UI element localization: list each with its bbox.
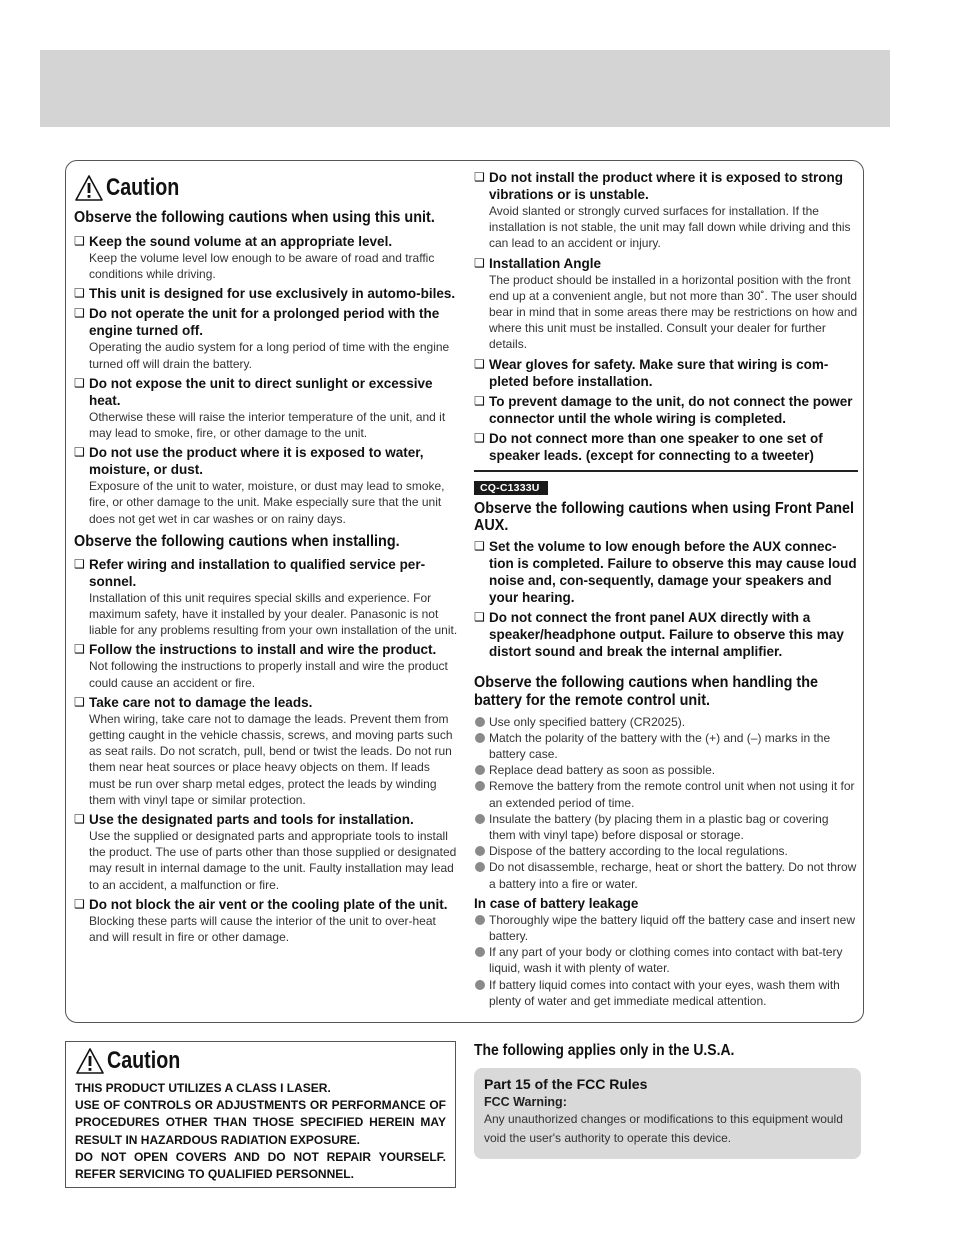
checkbox-bullet-icon: ❑ <box>474 538 485 553</box>
caution-item-heading <box>74 375 458 409</box>
bullet-item <box>474 778 858 810</box>
caution-item-heading-text: Do not install the product where it is exposed to strong vibrations or is unstable. <box>489 170 844 202</box>
caution-item <box>474 538 858 606</box>
laser-line-controls: USE OF CONTROLS OR ADJUSTMENTS OR PERFORMANCE OF PROCEDURES OTHER THAN THOSE SPECIFIED HEREIN MAY RESULT IN HAZARDOUS RADIATION EXPOSURE. <box>75 1098 446 1147</box>
caution-item-heading <box>474 430 858 464</box>
bullet-dot-icon <box>475 733 485 743</box>
caution-item-heading <box>474 609 858 660</box>
checkbox-bullet-icon: ❑ <box>74 896 85 911</box>
caution-item-heading <box>74 285 458 302</box>
caution-item <box>474 169 858 252</box>
laser-caution-heading <box>75 1045 446 1077</box>
checkbox-bullet-icon: ❑ <box>74 234 85 248</box>
bullet-text: Thoroughly wipe the battery liquid off the battery case and insert new battery. <box>489 912 855 944</box>
usa-section <box>474 1040 864 1159</box>
caution-item-heading <box>74 556 458 590</box>
bullet-item <box>474 912 858 944</box>
caution-item-heading <box>74 233 458 250</box>
caution-item-heading <box>74 641 458 658</box>
caution-item-body: Operating the audio system for a long period of time with the engine turned off will drain the battery. <box>89 340 450 371</box>
bullet-item <box>474 811 858 843</box>
battery-bullet-list <box>474 714 858 892</box>
warning-triangle-icon <box>75 1047 105 1075</box>
caution-item-heading <box>474 169 858 203</box>
caution-item-heading-text: Do not connect the front panel AUX directly with a speaker/headphone output. Failure to observe this may distort sound and break the internal amplifier. <box>489 609 844 659</box>
bullet-dot-icon <box>475 862 485 872</box>
caution-item-heading-text: To prevent damage to the unit, do not connect the power connector until the whole wiring is completed. <box>489 393 853 426</box>
caution-item-heading-text: Installation Angle <box>489 255 602 271</box>
bullet-dot-icon <box>475 980 485 990</box>
header-band <box>40 50 890 127</box>
checkbox-bullet-icon: ❑ <box>474 255 485 270</box>
checkbox-bullet-icon: ❑ <box>474 430 485 445</box>
leak-bullet-list <box>474 912 858 1009</box>
caution-item-heading <box>474 393 858 427</box>
caution-item <box>74 375 458 441</box>
bullet-item <box>474 730 858 762</box>
bullet-text: Replace dead battery as soon as possible. <box>489 763 716 778</box>
bullet-dot-icon <box>475 814 485 824</box>
warning-triangle-icon <box>74 174 104 202</box>
caution-item-heading-text: Do not expose the unit to direct sunlight or excessive heat. <box>89 375 433 408</box>
bullet-item <box>474 859 858 891</box>
laser-line-servicing: DO NOT OPEN COVERS AND DO NOT REPAIR YOURSELF. REFER SERVICING TO QUALIFIED PERSONNEL. <box>75 1149 446 1182</box>
caution-item <box>74 305 458 371</box>
bullet-item <box>474 762 858 778</box>
caution-right-column <box>474 166 858 1009</box>
caution-item <box>474 255 858 353</box>
caution-item-body: Otherwise these will raise the interior temperature of the unit, and it may lead to smoke, fire, or other damage to the unit. <box>89 409 446 441</box>
bullet-text: If battery liquid comes into contact with your eyes, wash them with plenty of water and get immediate medical attention. <box>489 977 840 1008</box>
laser-caution-box <box>65 1041 456 1188</box>
caution-item-heading-text: Refer wiring and installation to qualified service per-sonnel. <box>89 556 426 589</box>
caution-item-heading <box>474 356 858 390</box>
checkbox-bullet-icon: ❑ <box>474 393 485 408</box>
divider <box>474 470 858 472</box>
caution-item <box>74 896 458 945</box>
bullet-item <box>474 714 858 730</box>
caution-item <box>474 430 858 464</box>
bullet-item <box>474 977 858 1009</box>
caution-item-heading <box>74 811 458 828</box>
caution-item-heading <box>74 305 458 339</box>
model-tag: CQ-C1333U <box>474 481 548 495</box>
checkbox-bullet-icon: ❑ <box>74 642 85 657</box>
checkbox-bullet-icon: ❑ <box>74 375 85 390</box>
caution-item-heading-text: Do not operate the unit for a prolonged period with the engine turned off. <box>89 306 440 339</box>
caution-item-body: The product should be installed in a horizontal position with the front end up at a convenient angle, but not more than 30˚. The user should bear in mind that in some areas there may be restrictions on how and where this unit must be installed. Consult your dealer for further details. <box>489 272 858 352</box>
caution-item <box>74 641 458 690</box>
checkbox-bullet-icon: ❑ <box>474 356 485 371</box>
section-heading-use: Observe the following cautions when using this unit. <box>74 209 435 226</box>
checkbox-bullet-icon: ❑ <box>74 556 85 571</box>
caution-item-heading-text: Set the volume to low enough before the AUX connec-tion is completed. Failure to observe this may cause loud noise and, con-sequently, damage your speakers and your hearing. <box>489 538 857 605</box>
bullet-dot-icon <box>475 947 485 957</box>
caution-item-heading-text: Do not block the air vent or the cooling plate of the unit. <box>89 896 448 912</box>
fcc-body: Any unauthorized changes or modifications to this equipment would void the user's authority to operate this device. <box>484 1112 843 1145</box>
caution-item-body: Keep the volume level low enough to be aware of road and traffic conditions while driving. <box>89 251 435 282</box>
caution-item-heading-text: Keep the sound volume at an appropriate level. <box>89 234 393 249</box>
bullet-item <box>474 944 858 976</box>
checkbox-bullet-icon: ❑ <box>74 812 85 827</box>
caution-item-body: Avoid slanted or strongly curved surfaces for installation. If the installation is not stable, the unit may fall down while driving and this can lead to an accident or injury. <box>489 204 851 251</box>
bullet-text: If any part of your body or clothing comes into contact with bat-tery liquid, wash it with plenty of water. <box>489 945 843 976</box>
caution-item-body: When wiring, take care not to damage the leads. Prevent them from getting caught in the vehicle chassis, screws, and moving parts such as seat rails. Do not scratch, pull, bend or twist the leads. Do not run them near heat sources or place heavy objects on them. If leads must be run over sharp metal edges, protect the leads by winding them with vinyl tape or similar protection. <box>89 711 453 807</box>
section-heading-install: Observe the following cautions when installing. <box>74 532 400 550</box>
caution-item-body: Installation of this unit requires special skills and experience. For maximum safety, have it installed by your dealer. Panasonic is not liable for any problems resulting from your own installation of the unit. <box>89 590 458 638</box>
checkbox-bullet-icon: ❑ <box>474 609 485 624</box>
bullet-item <box>474 843 858 859</box>
caution-item <box>74 556 458 639</box>
checkbox-bullet-icon: ❑ <box>74 445 85 460</box>
caution-item <box>74 233 458 282</box>
bullet-text: Remove the battery from the remote control unit when not using it for an extended period of time. <box>489 779 855 810</box>
leak-heading: In case of battery leakage <box>474 895 639 911</box>
caution-item <box>474 609 858 660</box>
caution-item-heading-text: Take care not to damage the leads. <box>89 694 313 710</box>
caution-heading <box>74 172 458 204</box>
aux-cautions-list <box>474 538 858 660</box>
fcc-box <box>474 1068 861 1159</box>
bullet-text: Match the polarity of the battery with the (+) and (–) marks in the battery case. <box>489 730 831 762</box>
caution-left-column <box>74 172 458 945</box>
checkbox-bullet-icon: ❑ <box>474 170 485 184</box>
caution-item-heading <box>474 538 858 606</box>
fcc-warning-label: FCC Warning: <box>484 1095 567 1109</box>
bullet-text: Dispose of the battery according to the local regulations. <box>489 844 788 859</box>
bullet-dot-icon <box>475 915 485 925</box>
section-heading-battery: Observe the following cautions when handling the battery for the remote control unit. <box>474 673 819 709</box>
caution-item-heading-text: Wear gloves for safety. Make sure that wiring is com-pleted before installation. <box>489 356 829 389</box>
caution-item-heading-text: Use the designated parts and tools for installation. <box>89 812 414 828</box>
bullet-dot-icon <box>475 765 485 775</box>
caution-item <box>74 811 458 893</box>
caution-item-heading <box>74 694 458 711</box>
bullet-dot-icon <box>475 781 485 791</box>
caution-item-body: Use the supplied or designated parts and appropriate tools to install the product. The use of parts other than those supplied or designated may result in internal damage to the unit. Faulty installation may lead to an accident, a malfunction or fire. <box>89 829 457 892</box>
caution-item <box>474 356 858 390</box>
caution-item-body: Not following the instructions to properly install and wire the product could cause an accident or fire. <box>89 659 448 690</box>
caution-item <box>74 285 458 302</box>
caution-title: Caution <box>106 174 180 201</box>
caution-item-heading-text: Do not use the product where it is exposed to water, moisture, or dust. <box>89 445 424 478</box>
bullet-text: Insulate the battery (by placing them in a plastic bag or covering them with vinyl tape) before disposal or storage. <box>489 811 829 843</box>
caution-item-heading-text: This unit is designed for use exclusively in automo-biles. <box>89 286 456 302</box>
caution-item-body: Exposure of the unit to water, moisture, or dust may lead to smoke, fire, or other damage to the unit. Make especially sure that the unit does not get wet in car washes or on rainy days. <box>89 479 445 526</box>
caution-item-heading <box>474 255 858 272</box>
usa-heading: The following applies only in the U.S.A. <box>474 1042 735 1059</box>
bullet-dot-icon <box>475 717 485 727</box>
caution-item <box>474 393 858 427</box>
caution-item-body: Blocking these parts will cause the interior of the unit to over-heat and will result in fire or other damage. <box>89 913 436 945</box>
caution-item-heading-text: Follow the instructions to install and wire the product. <box>89 642 437 658</box>
fcc-title: Part 15 of the FCC Rules <box>484 1076 648 1092</box>
bullet-dot-icon <box>475 846 485 856</box>
caution-item <box>74 694 458 808</box>
bullet-text: Use only specified battery (CR2025). <box>489 714 686 729</box>
section-heading-aux: Observe the following cautions when using Front Panel AUX. <box>474 499 855 534</box>
caution-item-heading <box>74 444 458 478</box>
laser-caution-title: Caution <box>107 1047 181 1074</box>
checkbox-bullet-icon: ❑ <box>74 286 85 301</box>
use-cautions-list <box>74 233 458 527</box>
checkbox-bullet-icon: ❑ <box>74 306 85 321</box>
checkbox-bullet-icon: ❑ <box>74 694 85 709</box>
caution-item-heading <box>74 896 458 913</box>
caution-item-heading-text: Do not connect more than one speaker to one set of speaker leads. (except for connecting to a tweeter) <box>489 430 823 463</box>
install-cautions-list-continued <box>474 169 858 464</box>
caution-item <box>74 444 458 527</box>
bullet-text: Do not disassemble, recharge, heat or short the battery. Do not throw a battery into a fire or water. <box>489 860 857 891</box>
laser-line-class: THIS PRODUCT UTILIZES A CLASS I LASER. <box>75 1081 331 1095</box>
install-cautions-list <box>74 556 458 945</box>
